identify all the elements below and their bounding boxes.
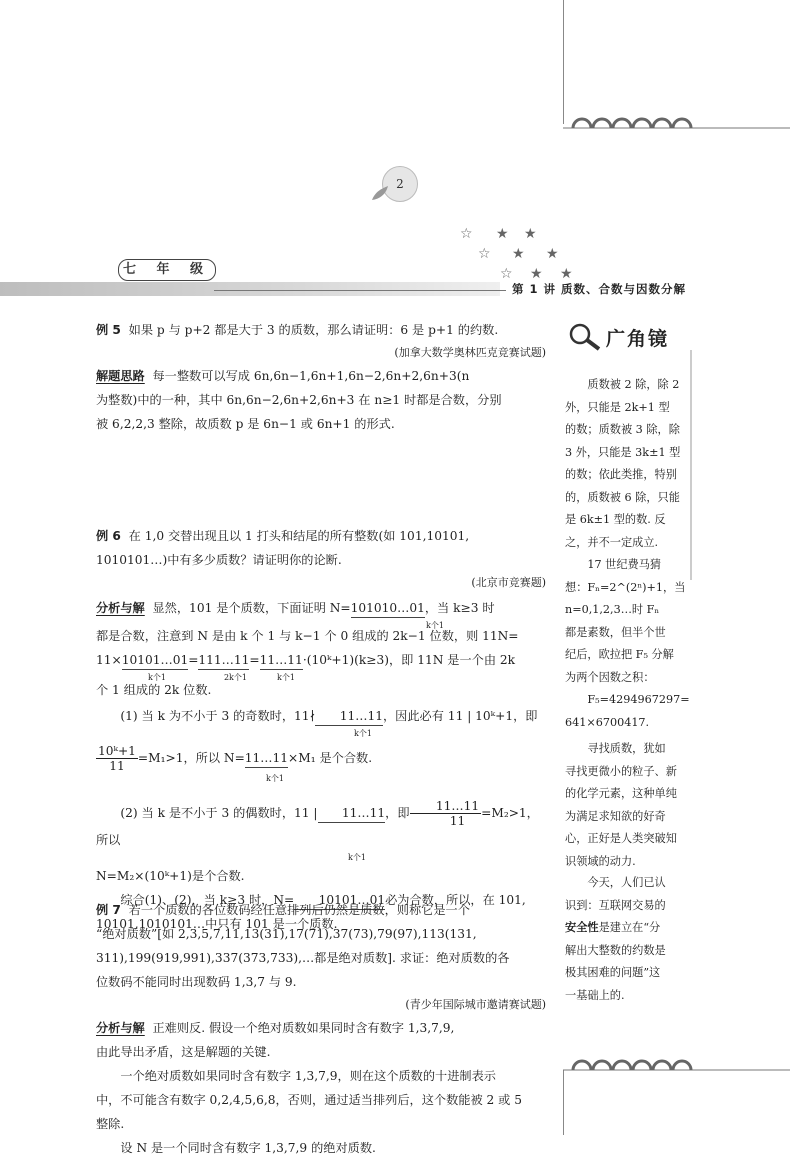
solution-text: 正难则反. 假设一个绝对质数如果同时含有数字 1,3,7,9, xyxy=(152,1021,455,1035)
emphasis-text: 安全性 xyxy=(565,921,599,934)
repeated-digits: 10101…01 xyxy=(122,651,188,670)
star-icon: ★ xyxy=(496,226,509,242)
example-label: 例 7 xyxy=(96,903,121,917)
repeated-digits: 11…11 xyxy=(315,707,383,726)
solution-line: 每一整数可以写成 6n,6n−1,6n+1,6n−2,6n+2,6n+3(n xyxy=(152,369,470,383)
sidebar-title: 广角镜 xyxy=(566,322,690,352)
magnifier-icon xyxy=(566,322,604,352)
solution-text: 整除. xyxy=(96,1117,125,1131)
example-text: 位数码不能同时出现数码 1,3,7 与 9. xyxy=(96,975,297,989)
example-7 xyxy=(96,898,546,1160)
margin-line-bottom xyxy=(563,1070,564,1135)
case-text: ×M₁ 是个合数. xyxy=(288,751,373,765)
example-text: 1010101…)中有多少质数？请证明你的论断. xyxy=(96,553,342,567)
decorative-circles-top xyxy=(563,108,790,132)
solution-text: 显然，101 是个质数，下面证明 N= xyxy=(152,601,351,615)
repeated-digits: 11…11 xyxy=(260,651,303,670)
solution-heading: 解题思路 xyxy=(96,369,145,383)
margin-line xyxy=(563,0,564,124)
solution-text: 由此导出矛盾，这是解题的关键. xyxy=(96,1045,271,1059)
grade-badge: 七 年 级 xyxy=(118,259,216,281)
solution-text: 11× xyxy=(96,653,122,667)
example-text: 在 1,0 交替出现且以 1 打头和结尾的所有整数(如 101,10101, xyxy=(128,529,470,543)
solution-text: 一个绝对质数如果同时含有数字 1,3,7,9，则在这个质数的十进制表示 xyxy=(120,1069,496,1083)
solution-text: ，当 k≥3 时 xyxy=(424,601,495,615)
header-rule xyxy=(214,290,506,291)
example-text: 311),199(919,991),337(373,733),…都是绝对质数]. 求证：绝对质数的各 xyxy=(96,951,510,965)
star-icon: ★ xyxy=(524,226,537,242)
solution-heading: 分析与解 xyxy=(96,1021,145,1035)
case-text: (1) 当 k 为不小于 3 的奇数时，11∤ xyxy=(120,709,316,723)
brace-label: k个1 xyxy=(148,673,166,682)
brace-label: 2k个1 xyxy=(223,673,247,682)
sidebar-note-2: 17 世纪费马猜 想：Fₙ=2^(2ⁿ)+1，当 n=0,1,2,3…时 Fₙ 都是素数，但半个世 纪后，欧拉把 F₅ 分解 为两个因数之积： F₅=4294967297= 641×6700417. xyxy=(565,558,690,729)
star-icon: ★ xyxy=(560,266,573,282)
solution-text: 都是合数，注意到 N 是由 k 个 1 与 k−1 个 0 组成的 2k−1 位数，则 11N= xyxy=(96,629,519,643)
solution-text: 个 1 组成的 2k 位数. xyxy=(96,683,212,697)
fraction: $\frac{11\dots 11}{11}$ xyxy=(410,799,482,828)
solution-line: 被 6,2,2,3 整除，故质数 p 是 6n−1 或 6n+1 的形式. xyxy=(96,417,395,431)
example-6 xyxy=(96,524,546,936)
star-icon: ☆ xyxy=(478,246,491,262)
repeated-digits: 101010…01 xyxy=(351,599,425,618)
solution-text: ·(10ᵏ+1)(k≥3)，即 11N 是一个由 2k xyxy=(302,653,516,667)
sidebar-note-3: 寻找质数，犹如 寻找更微小的粒子、新 的化学元素，这种单纯 为满足求知欲的好奇 心，正好是人类突破知 识领域的动力. xyxy=(565,742,677,868)
brace-label: k个1 xyxy=(266,774,284,783)
sidebar-note-1: 质数被 2 除，除 2 外，只能是 2k+1 型 的数；质数被 3 除，除 3 外，只能是 3k±1 型 的数；依此类推，特别 的，质数被 6 除，只能 是 6k±1 型的数. 反 之，并不一定成立. xyxy=(565,378,681,549)
case-text: =M₂>1，所以 xyxy=(96,806,539,847)
fraction: $\frac{\text{10ᵏ+1}}{11}$ xyxy=(98,744,136,773)
sidebar-note-4: 今天，人们已认 识到：互联网交易的 安全性是建立在“分 解出大整数的约数是 极其困难的问题”这 一基础上的. xyxy=(565,876,666,1002)
example-label: 例 5 xyxy=(96,323,121,337)
brace-label: k个1 xyxy=(276,673,295,682)
conclusion-text: 必为合数，所以，在 101, xyxy=(385,893,526,907)
chapter-title: 第 1 讲 质数、合数与因数分解 xyxy=(512,282,687,296)
case-text: N=M₂×(10ᵏ+1)是个合数. xyxy=(96,869,245,883)
repeated-digits: 11…11 xyxy=(318,804,386,823)
page-number: 2 xyxy=(382,166,418,202)
brace-label: k个1 xyxy=(426,621,444,630)
case-text: =M₁>1，所以 N= xyxy=(137,751,245,765)
star-icon: ★ xyxy=(546,246,559,262)
solution-text: 中，不可能含有数字 0,2,4,5,6,8，否则，通过适当排列后，这个数能被 2 或 5 xyxy=(96,1093,522,1107)
brace-label: k个1 xyxy=(348,853,366,862)
example-source: (加拿大数学奥林匹克竞赛试题) xyxy=(394,346,546,359)
example-text: “绝对质数”[如 2,3,5,7,11,13(31),17(71),37(73),79(97),113(131, xyxy=(96,927,477,941)
example-text: 若一个质数的各位数码经任意排列后仍然是质数，则称它是一个 xyxy=(128,903,470,917)
example-text: 如果 p 与 p+2 都是大于 3 的质数，那么请证明：6 是 p+1 的约数. xyxy=(128,323,499,337)
case-text: ，因此必有 11 | 10ᵏ+1，即 xyxy=(383,709,538,723)
conclusion-text: 综合(1)、(2)，当 k≥3 时，N= xyxy=(120,893,295,907)
example-source: (青少年国际城市邀请赛试题) xyxy=(405,998,546,1011)
solution-text: 设 N 是一个同时含有数字 1,3,7,9 的绝对质数. xyxy=(120,1141,376,1155)
solution-text: = xyxy=(188,653,199,667)
solution-text: = xyxy=(249,653,260,667)
repeated-digits: 10101…01 xyxy=(294,891,385,910)
example-label: 例 6 xyxy=(96,529,121,543)
star-icon: ☆ xyxy=(500,266,513,282)
case-text: ，即 xyxy=(385,806,410,820)
brace-label: k个1 xyxy=(354,729,372,738)
conclusion-text: 10101,1010101…中只有 101 是一个质数. xyxy=(96,917,338,931)
sidebar-rule xyxy=(690,350,694,580)
star-icon: ★ xyxy=(530,266,543,282)
case-text: (2) 当 k 是不小于 3 的偶数时，11 | xyxy=(120,806,318,820)
repeated-digits: 11…11 xyxy=(245,749,288,768)
header-bar xyxy=(0,282,500,296)
star-icon: ☆ xyxy=(460,226,473,242)
example-source: (北京市竞赛题) xyxy=(471,576,546,589)
solution-heading: 分析与解 xyxy=(96,601,145,615)
solution-line: 为整数)中的一种，其中 6n,6n−2,6n+2,6n+3 在 n≥1 时都是合数，分别 xyxy=(96,393,502,407)
star-icon: ★ xyxy=(512,246,525,262)
leaf-icon xyxy=(370,184,390,202)
repeated-digits: 111…11 xyxy=(198,651,249,670)
example-5 xyxy=(96,318,546,436)
decorative-circles-bottom xyxy=(563,1050,790,1074)
